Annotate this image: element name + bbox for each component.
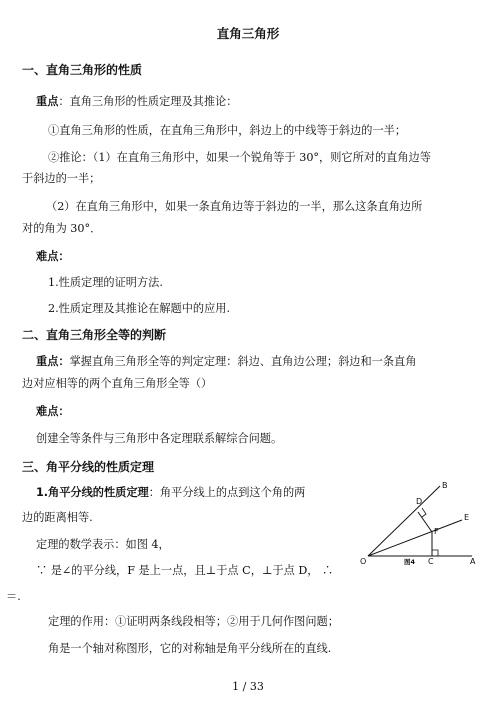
label-e: E (464, 513, 470, 522)
s3-math: 定理的数学表示：如图 4， (36, 538, 170, 551)
label-a: A (470, 557, 476, 566)
s3-theorem-text-a: ：角平分线上的点到这个角的两 (148, 486, 306, 499)
right-angle-mark-c (432, 550, 438, 556)
s2-difficulty-label: 难点： (36, 405, 70, 418)
section-1-heading: 一、直角三角形的性质 (22, 63, 143, 77)
angle-bisector-figure (360, 478, 478, 568)
label-b: B (442, 481, 448, 490)
label-c: C (428, 557, 434, 566)
s3-eq: ＝. (6, 590, 21, 603)
s2-key-text-b: 边对应相等的两个直角三角形全等（） (22, 377, 213, 390)
section-2-heading: 二、直角三角形全等的判断 (22, 328, 167, 342)
s2-d1: 创建全等条件与三角形中各定理联系解综合问题。 (36, 432, 283, 445)
s2-key-label: 重点： (36, 355, 70, 368)
ray-ob (368, 486, 440, 556)
s1-key-label: 重点 (36, 95, 59, 108)
s1-d2: 2.性质定理及其推论在解题中的应用. (48, 302, 231, 315)
s1-p3b: 对的角为 30°． (22, 222, 102, 235)
page-title: 直角三角形 (216, 26, 280, 41)
s1-key-point (36, 94, 494, 110)
s2-key-text-a: 掌握直角三角形全等的判定定理：斜边、直角边公理；斜边和一条直角 (69, 355, 417, 368)
page-number: 1 / 33 (232, 680, 264, 693)
right-angle-mark-d (422, 508, 426, 517)
s3-because: ∵ 是∠的平分线，F 是上一点，且⊥于点 C，⊥于点 D， ∴ (36, 564, 334, 577)
s1-p2b: 于斜边的一半； (22, 172, 101, 185)
s2-key-point (36, 354, 494, 370)
figure-caption: 图4 (404, 558, 416, 566)
section-3-heading: 三、角平分线的性质定理 (22, 460, 155, 474)
label-f: F (434, 527, 439, 536)
s1-p1: ①直角三角形的性质，在直角三角形中，斜边上的中线等于斜边的一半； (48, 124, 407, 137)
s3-sym: 角是一个轴对称图形，它的对称轴是角平分线所在的直线. (48, 642, 332, 655)
label-o: O (360, 557, 367, 566)
s1-key-text: ：直角三角形的性质定理及其推论： (58, 95, 238, 108)
s1-p3a: （2）在直角三角形中，如果一条直角边等于斜边的一半，那么这条直角边所 (46, 200, 423, 213)
s1-difficulty-label: 难点： (36, 250, 70, 263)
s3-theorem-text-b: 边的距离相等. (22, 511, 93, 524)
s3-use: 定理的作用：①证明两条线段相等；②用于几何作图问题； (48, 615, 339, 628)
s1-d1: 1.性质定理的证明方法. (48, 276, 163, 289)
ray-oe (368, 520, 462, 556)
s3-theorem (36, 485, 356, 501)
s1-p2a: ②推论：（1）在直角三角形中，如果一个锐角等于 30°，则它所对的直角边等 (48, 151, 431, 164)
label-d: D (416, 497, 423, 506)
s3-theorem-label: 1.角平分线的性质定理 (36, 486, 149, 499)
